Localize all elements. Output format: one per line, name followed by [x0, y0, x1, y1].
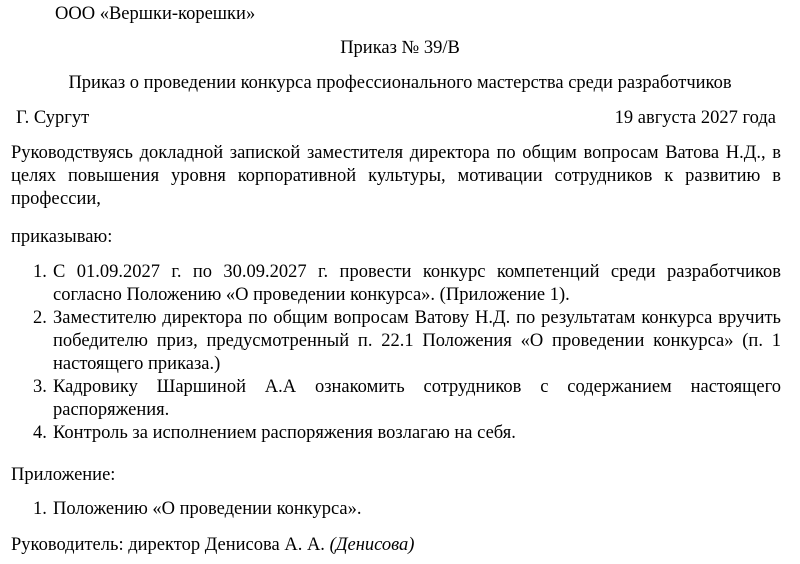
item-text: Кадровику Шаршиной А.А ознакомить сотрудников с содержанием настоящего распоряжения. — [53, 377, 781, 420]
order-subject: Приказ о проведении конкурса профессионального мастерства среди разработчиков — [68, 73, 732, 93]
item-text: Заместителю директора по общим вопросам Ватову Н.Д. по результатам конкурса вручить победителю приз, предусмотренный п. 22.1 Положения «О проведении конкурса» (п. 1 настоящего приказа.) — [53, 308, 781, 374]
order-word: приказываю: — [11, 227, 113, 247]
order-item — [33, 261, 781, 307]
attachment-text: Положению «О проведении конкурса». — [53, 499, 362, 519]
order-items-list — [33, 261, 781, 445]
item-number: 3. — [33, 377, 47, 397]
item-number: 2. — [33, 308, 47, 328]
attachments-heading: Приложение: — [11, 465, 116, 485]
order-title: Приказ № 39/В — [340, 38, 460, 58]
attachment-number: 1. — [33, 499, 47, 519]
order-item — [33, 422, 781, 445]
signature-line — [11, 534, 414, 557]
item-number: 4. — [33, 423, 47, 443]
order-date: 19 августа 2027 года — [614, 108, 776, 128]
attachment-item — [33, 498, 781, 521]
company-name: ООО «Вершки-корешки» — [55, 4, 256, 24]
signature-name: (Денисова) — [329, 535, 415, 555]
item-text: С 01.09.2027 г. по 30.09.2027 г. провести конкурс компетенций среди разработчиков согласно Положению «О проведении конкурса». (Приложение 1). — [53, 262, 781, 305]
item-number: 1. — [33, 262, 47, 282]
intro-paragraph: Руководствуясь докладной запиской заместителя директора по общим вопросам Ватова Н.Д., в целях повышения уровня корпоративной культуры, мотивации сотрудников к развитию в профессии, — [11, 143, 781, 209]
item-text: Контроль за исполнением распоряжения возлагаю на себя. — [53, 423, 516, 443]
attachments-list — [33, 498, 781, 521]
signature-label: Руководитель: директор Денисова А. А. — [11, 535, 325, 555]
order-item — [33, 307, 781, 376]
order-item — [33, 376, 781, 422]
order-city: Г. Сургут — [16, 108, 90, 128]
